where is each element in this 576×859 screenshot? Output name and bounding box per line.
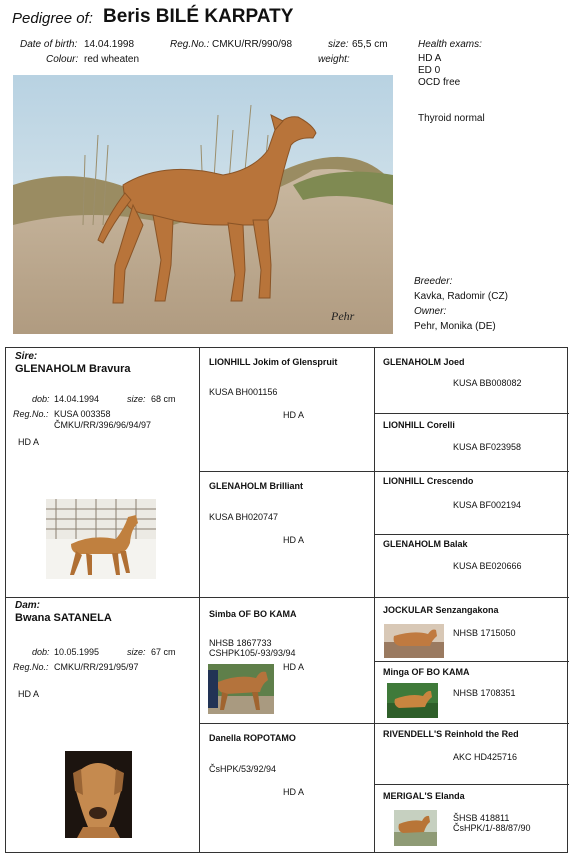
- reg-label: Reg.No.:: [170, 39, 210, 50]
- dam-health: HD A: [18, 689, 40, 699]
- gen3-name-6: Minga OF BO KAMA: [383, 667, 470, 677]
- gen2-cell-1: [199, 348, 374, 471]
- size-value: 65,5 cm: [352, 39, 388, 50]
- gen3-cell-8: [374, 784, 569, 854]
- breeder-label: Breeder:: [414, 276, 453, 287]
- dam-reg: CMKU/RR/291/95/97: [54, 662, 139, 672]
- gen2-health-3: HD A: [283, 662, 305, 672]
- sire-health: HD A: [18, 437, 40, 447]
- health-exam-hd: HD A: [418, 53, 442, 64]
- sire-cell: [6, 348, 199, 597]
- gen3-name-5: JOCKULAR Senzangakona: [383, 605, 499, 615]
- gen3-photo-6: [387, 683, 438, 718]
- gen2-name-2: GLENAHOLM Brilliant: [209, 481, 303, 491]
- gen3-cell-7: [374, 723, 569, 784]
- gen2-name-1: LIONHILL Jokim of Glenspruit: [209, 357, 338, 367]
- gen3-cell-1: [374, 348, 569, 413]
- dam-role: Dam:: [15, 600, 41, 611]
- gen2-reg-4: ČsHPK/53/92/94: [209, 764, 277, 774]
- gen2-cell-2: [199, 471, 374, 597]
- colour-label: Colour:: [46, 54, 79, 65]
- sire-role: Sire:: [15, 351, 38, 362]
- gen2-name-3: Simba OF BO KAMA: [209, 609, 297, 619]
- gen3-name-8: MERIGAL'S Elanda: [383, 791, 465, 801]
- sire-name: GLENAHOLM Bravura: [15, 363, 131, 375]
- sire-photo: [46, 499, 156, 579]
- gen2-cell-4: [199, 723, 374, 854]
- gen3-reg-7: AKC HD425716: [453, 752, 518, 762]
- gen3-reg-2: KUSA BF023958: [453, 442, 522, 452]
- dam-size: 67 cm: [151, 647, 176, 657]
- pedigree-table: [5, 347, 568, 853]
- gen3-reg-4: KUSA BE020666: [453, 561, 522, 571]
- breeder-name: Kavka, Radomir (CZ): [414, 291, 508, 302]
- dam-name: Bwana SATANELA: [15, 612, 112, 624]
- sire-reg2: ČMKU/RR/396/96/94/97: [54, 420, 152, 430]
- sire-size-label: size:: [127, 394, 146, 404]
- gen3-cell-4: [374, 534, 569, 597]
- sire-reg1: KUSA 003358: [54, 409, 111, 419]
- gen3-reg-3: KUSA BF002194: [453, 500, 522, 510]
- owner-label: Owner:: [414, 306, 447, 317]
- gen3-photo-5: [384, 624, 444, 658]
- gen2-photo-3: [208, 664, 274, 714]
- gen3-reg2-8: ČsHPK/1/-88/87/90: [453, 823, 531, 833]
- gen2-reg1-3: NHSB 1867733: [209, 638, 272, 648]
- weight-label: weight:: [318, 54, 350, 65]
- gen3-name-7: RIVENDELL'S Reinhold the Red: [383, 729, 519, 739]
- sire-size: 68 cm: [151, 394, 176, 404]
- dam-dob: 10.05.1995: [54, 647, 100, 657]
- gen2-reg-1: KUSA BH001156: [209, 387, 278, 397]
- main-dog-photo: [13, 75, 393, 334]
- reg-value: CMKU/RR/990/98: [212, 39, 293, 50]
- gen3-name-3: LIONHILL Crescendo: [383, 476, 474, 486]
- gen3-cell-3: [374, 471, 569, 534]
- gen3-cell-5: [374, 597, 569, 661]
- dam-dob-label: dob:: [32, 647, 50, 657]
- dob-label: Date of birth:: [20, 39, 78, 50]
- dam-size-label: size:: [127, 647, 146, 657]
- owner-name: Pehr, Monika (DE): [414, 321, 496, 332]
- dam-cell: [6, 597, 199, 854]
- gen2-health-4: HD A: [283, 787, 305, 797]
- gen3-name-1: GLENAHOLM Joed: [383, 357, 465, 367]
- dob-value: 14.04.1998: [84, 39, 135, 50]
- gen2-cell-3: [199, 597, 374, 723]
- gen3-reg-1: KUSA BB008082: [453, 378, 522, 388]
- gen3-reg-6: NHSB 1708351: [453, 688, 516, 698]
- health-exam-ocd: OCD free: [418, 77, 461, 88]
- health-exam-ed: ED 0: [418, 65, 441, 76]
- gen2-reg-2: KUSA BH020747: [209, 512, 279, 522]
- dam-photo: [65, 751, 132, 838]
- sire-dob-label: dob:: [32, 394, 50, 404]
- gen3-reg-5: NHSB 1715050: [453, 628, 516, 638]
- gen2-health-2: HD A: [283, 535, 305, 545]
- gen3-reg1-8: ŠHSB 418811: [453, 813, 510, 823]
- gen2-name-4: Danella ROPOTAMO: [209, 733, 296, 743]
- health-exam-thyroid: Thyroid normal: [418, 113, 485, 124]
- size-label: size:: [328, 39, 349, 50]
- gen3-photo-8: [394, 810, 437, 846]
- gen2-health-1: HD A: [283, 410, 305, 420]
- gen3-name-4: GLENAHOLM Balak: [383, 539, 468, 549]
- health-exams-label: Health exams:: [418, 39, 482, 50]
- gen2-reg2-3: CSHPK105/-93/93/94: [209, 648, 296, 658]
- gen3-cell-6: [374, 661, 569, 723]
- dam-reg-label: Reg.No.:: [13, 662, 49, 672]
- dog-name-title: Beris BILÉ KARPATY: [103, 6, 294, 27]
- sire-reg-label: Reg.No.:: [13, 409, 49, 419]
- gen3-name-2: LIONHILL Corelli: [383, 420, 455, 430]
- colour-value: red wheaten: [84, 54, 140, 65]
- sire-dob: 14.04.1994: [54, 394, 100, 404]
- photo-signature: Pehr: [331, 309, 355, 323]
- pedigree-label: Pedigree of:: [12, 10, 93, 27]
